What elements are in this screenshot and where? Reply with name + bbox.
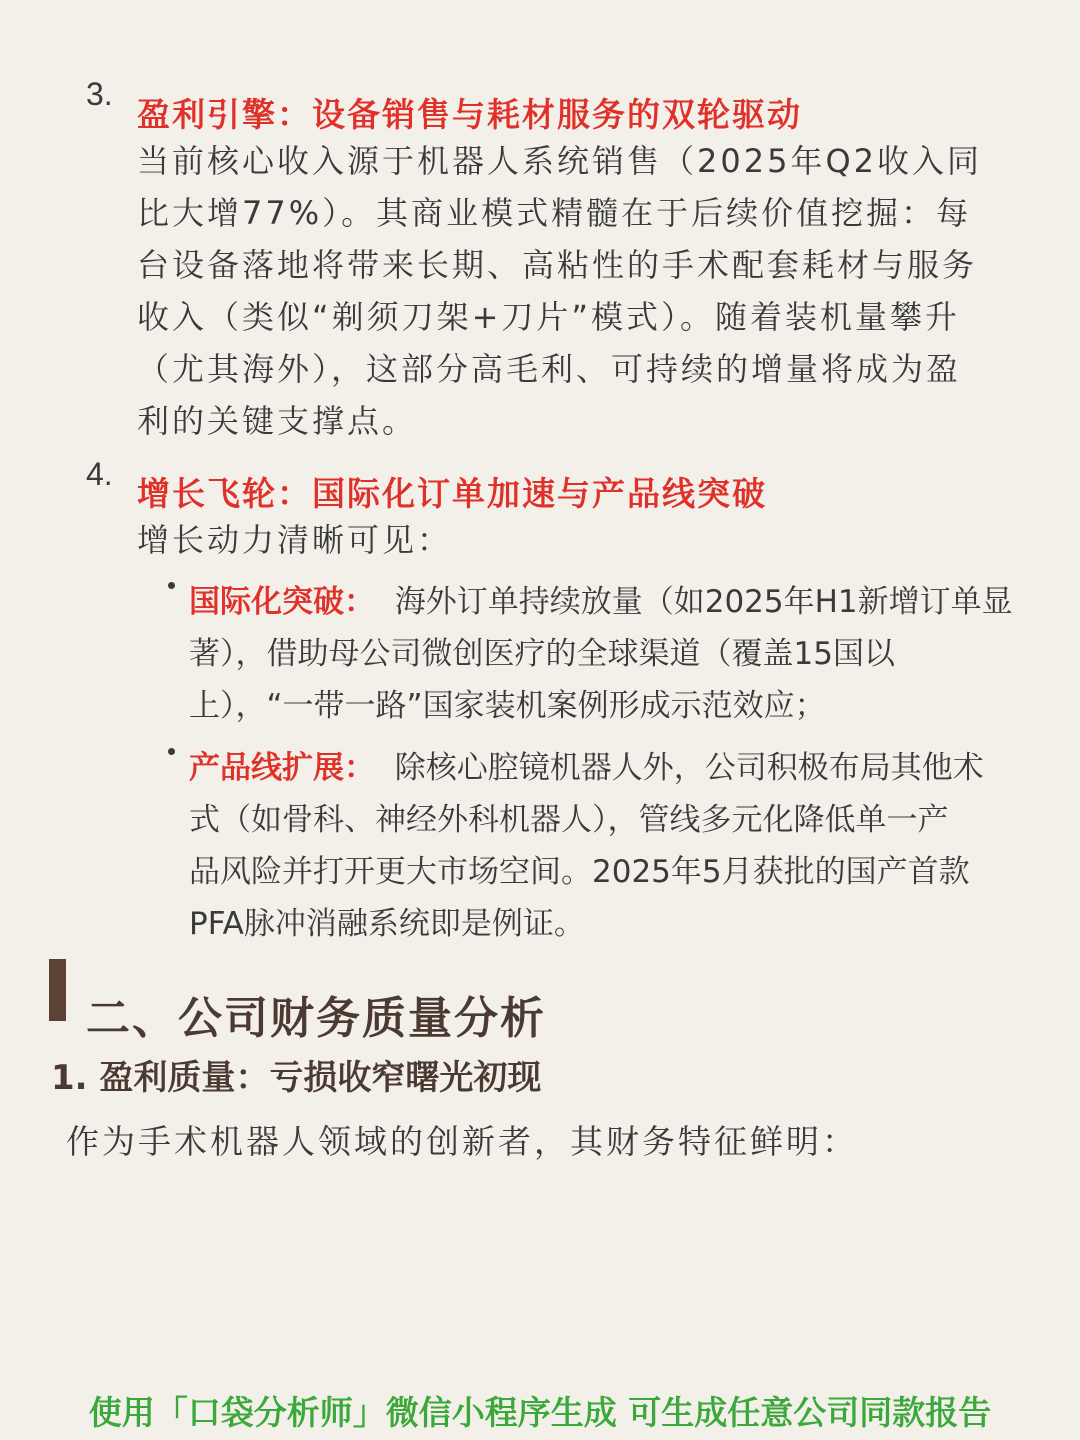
text-line: 收入（类似“剃须刀架+刀片”模式）。随着装机量攀升 xyxy=(137,298,960,336)
bullet-first-line xyxy=(189,576,1039,628)
text-line: 品风险并打开更大市场空间。2025年5月获批的国产首款 xyxy=(189,854,970,890)
text-line: 式（如骨科、神经外科机器人），管线多元化降低单一产 xyxy=(189,802,949,838)
list-number: 3. xyxy=(86,76,113,112)
list-number: 4. xyxy=(86,456,113,492)
text-line: 著），借助母公司微创医疗的全球渠道（覆盖15国以 xyxy=(189,636,895,672)
bullet-text: 海外订单持续放量（如2025年H1新增订单显 xyxy=(394,584,1013,620)
text-line: 当前核心收入源于机器人系统销售（2025年Q2收入同 xyxy=(137,142,982,180)
bullet-item-product-line xyxy=(189,742,1039,950)
footer-promo: 使用「口袋分析师」微信小程序生成 可生成任意公司同款报告 xyxy=(88,1393,992,1432)
bullet-dot-icon xyxy=(168,582,175,589)
bullet-item-international xyxy=(189,576,1039,732)
text-line: 利的关键支撑点。 xyxy=(137,402,418,440)
text-line: 增长动力清晰可见： xyxy=(137,521,453,559)
text-line: 比大增77%）。其商业模式精髓在于后续价值挖掘：每 xyxy=(137,194,972,232)
bullet-head: 产品线扩展： xyxy=(189,750,375,786)
bullet-dot-icon xyxy=(168,748,175,755)
bullet-text: 除核心腔镜机器人外，公司积极布局其他术 xyxy=(394,750,984,786)
item-body xyxy=(137,135,1007,447)
item-intro xyxy=(137,514,1007,566)
section-intro: 作为手术机器人领域的创新者，其财务特征鲜明： xyxy=(66,1122,858,1161)
section-title: 二、公司财务质量分析 xyxy=(86,993,546,1044)
bullet-head: 国际化突破： xyxy=(189,584,375,620)
section-accent-bar xyxy=(49,959,66,1021)
text-line: （尤其海外），这部分高毛利、可持续的增量将成为盈 xyxy=(137,350,962,388)
text-line: PFA脉冲消融系统即是例证。 xyxy=(189,906,585,942)
bullet-first-line xyxy=(189,742,1039,794)
text-line: 台设备落地将带来长期、高粘性的手术配套耗材与服务 xyxy=(137,246,978,284)
text-line: 上），“一带一路”国家装机案例形成示范效应； xyxy=(189,688,826,724)
item-title: 盈利引擎：设备销售与耗材服务的双轮驱动 xyxy=(137,95,802,134)
item-title: 增长飞轮：国际化订单加速与产品线突破 xyxy=(137,474,767,513)
section-subtitle: 1. 盈利质量：亏损收窄曙光初现 xyxy=(51,1058,542,1098)
